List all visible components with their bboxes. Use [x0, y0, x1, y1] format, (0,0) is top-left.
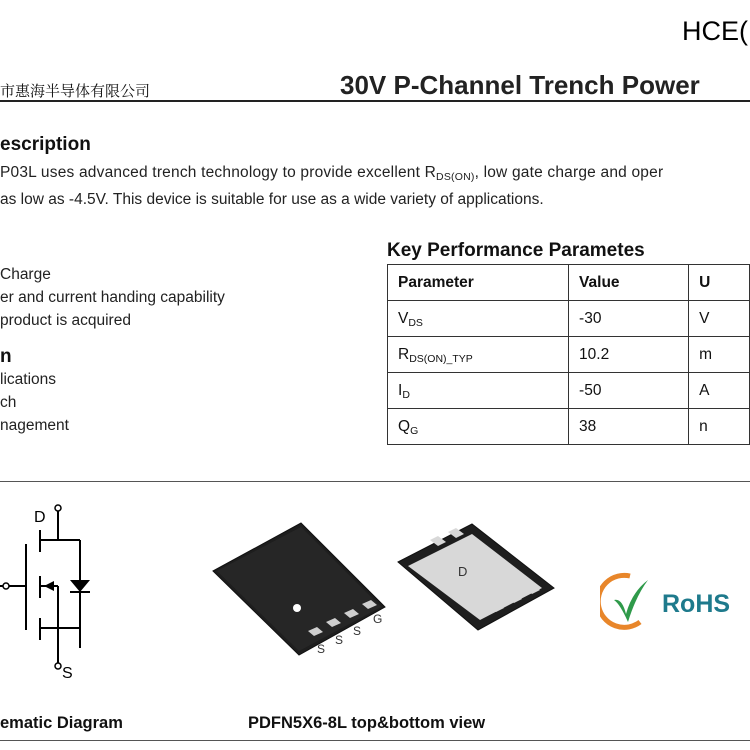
param-main: Q	[398, 417, 411, 435]
rohs-logo-icon	[600, 570, 750, 632]
param-sub: D	[402, 388, 410, 401]
param-main: R	[398, 345, 410, 363]
unit-cell: A	[689, 373, 750, 409]
company-name: 市惠海半导体有限公司	[0, 83, 151, 100]
pad-d-label: D	[458, 564, 468, 579]
application-item: nagement	[0, 417, 69, 434]
drain-label: D	[34, 509, 46, 526]
package-caption: PDFN5X6-8L top&bottom view	[248, 714, 486, 732]
table-row	[388, 409, 750, 445]
description-line-1	[0, 164, 663, 182]
value-cell: 38	[569, 409, 689, 445]
description-heading: escription	[0, 134, 91, 155]
schematic-caption: ematic Diagram	[0, 714, 123, 732]
section-rule	[0, 481, 750, 482]
source-label: S	[62, 665, 73, 682]
rohs-text: RoHS	[662, 590, 731, 618]
feature-item: product is acquired	[0, 312, 131, 329]
table-row	[388, 373, 750, 409]
pin-label: S	[317, 642, 326, 656]
description-line-1-start: P03L uses advanced trench technology to provide excellent R	[0, 164, 437, 181]
param-cell	[388, 337, 569, 373]
kpp-header-parameter: Parameter	[388, 265, 569, 301]
applications-heading: n	[0, 346, 12, 367]
application-item: ch	[0, 394, 17, 411]
param-main: I	[398, 381, 403, 399]
rdson-subscript: DS(ON)	[436, 171, 475, 183]
kpp-header-value: Value	[569, 265, 689, 301]
table-row	[388, 337, 750, 373]
description-line-2: as low as -4.5V. This device is suitable for use as a wide variety of applications.	[0, 191, 544, 208]
table-row	[388, 301, 750, 337]
param-main: V	[398, 309, 409, 327]
param-cell	[388, 409, 569, 445]
pin-label: S	[353, 624, 362, 638]
value-cell: 10.2	[569, 337, 689, 373]
package-bottom-view-icon	[392, 518, 562, 638]
document-subtitle: 30V P-Channel Trench Power	[340, 70, 700, 100]
feature-item: er and current handing capability	[0, 289, 225, 306]
param-sub: G	[410, 424, 419, 437]
pin-label: S	[335, 633, 344, 647]
value-cell: -30	[569, 301, 689, 337]
kpp-header-row	[388, 265, 750, 301]
mosfet-schematic-icon	[0, 500, 110, 690]
description-line-1-end: , low gate charge and oper	[474, 164, 664, 181]
application-item: lications	[0, 371, 56, 388]
feature-item: Charge	[0, 266, 51, 283]
kpp-heading: Key Performance Parametes	[387, 240, 645, 261]
kpp-table	[387, 264, 750, 445]
param-cell	[388, 301, 569, 337]
pin-label: G	[373, 612, 383, 626]
part-code: HCE(	[682, 16, 748, 46]
footer-rule	[0, 740, 750, 741]
diode-icon	[70, 580, 90, 592]
param-sub: DS	[408, 316, 423, 329]
header-rule	[0, 100, 750, 102]
package-top-view-icon	[205, 515, 405, 665]
body-arrow-icon	[44, 581, 54, 591]
param-cell	[388, 373, 569, 409]
value-cell: -50	[569, 373, 689, 409]
unit-cell: V	[689, 301, 750, 337]
unit-cell: m	[689, 337, 750, 373]
kpp-header-unit: U	[689, 265, 750, 301]
unit-cell: n	[689, 409, 750, 445]
param-sub: DS(ON)_TYP	[409, 352, 473, 365]
